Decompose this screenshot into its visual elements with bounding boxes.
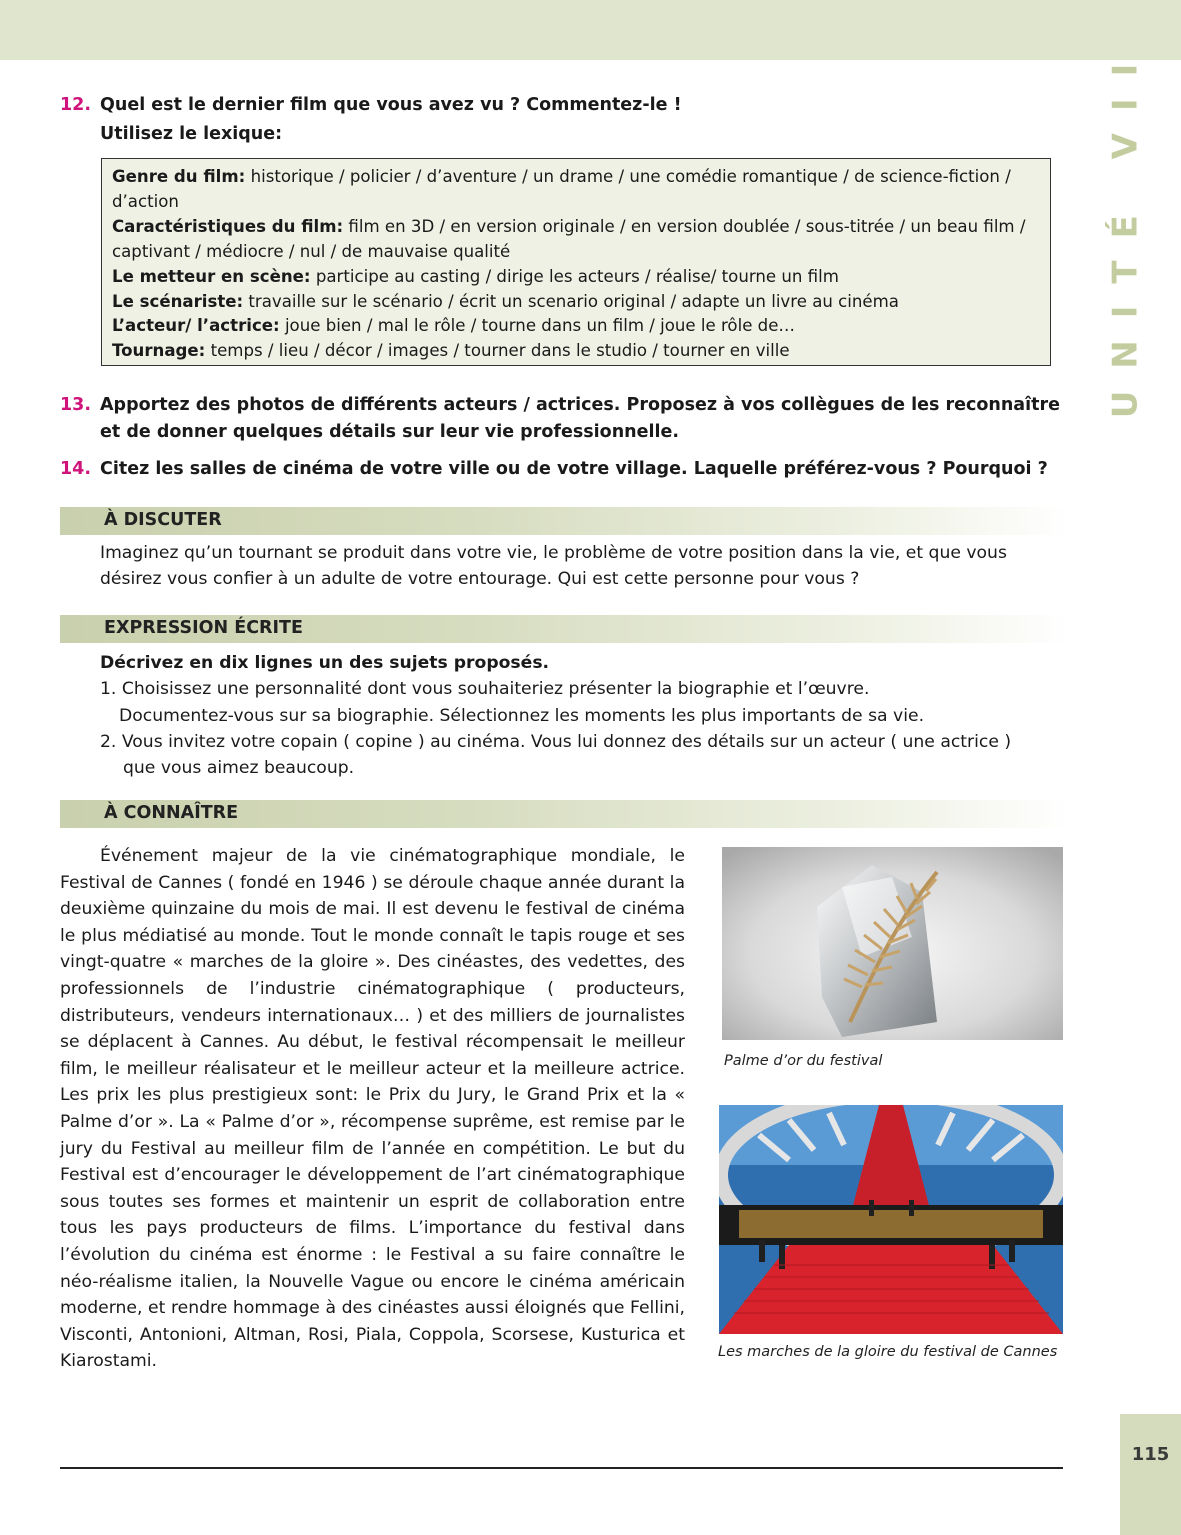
section-title: À CONNAÎTRE — [104, 803, 239, 823]
question-number: 12. — [60, 95, 92, 115]
lexique-row — [112, 314, 1040, 339]
lexique-term: Le scénariste: — [112, 291, 244, 311]
palme-dor-photo — [722, 847, 1063, 1040]
cannes-steps-photo — [719, 1105, 1063, 1334]
expression-item-2: 2. Vous invitez votre copain ( copine ) au cinéma. Vous lui donnez des détails sur un acteur ( une actrice ) — [100, 732, 1012, 752]
palme-dor-illustration — [722, 847, 1063, 1040]
lexique-text: film en 3D / en version originale / en version doublée / sous-titrée / un beau film / captivant / médiocre / nul / de mauvaise qualité — [112, 216, 1026, 261]
lexique-text: participe au casting / dirige les acteurs / réalise/ tourne un film — [310, 266, 839, 286]
lexique-label: Utilisez le lexique: — [100, 124, 283, 144]
lexique-box — [101, 158, 1051, 366]
page-number-box — [1120, 1414, 1181, 1535]
question-number: 14. — [60, 459, 92, 479]
lexique-text: joue bien / mal le rôle / tourne dans un film / joue le rôle de… — [279, 316, 796, 336]
lexique-row — [112, 165, 1040, 215]
question-12 — [60, 92, 1070, 119]
footer-rule — [60, 1467, 1063, 1469]
connaitre-body — [60, 843, 685, 1375]
discuter-text: Imaginez qu’un tournant se produit dans votre vie, le problème de votre position dans la vie, et que vous désirez vous confier à un adulte de votre entourage. Qui est cette personne pour vous ? — [100, 543, 1007, 589]
question-13 — [60, 392, 1070, 446]
lexique-row — [112, 339, 1040, 364]
question-text: Apportez des photos de différents acteurs / actrices. Proposez à vos collègues de les reconnaître et de donner quelques détails sur leur vie professionnelle. — [100, 395, 1060, 442]
palme-dor-caption: Palme d’or du festival — [724, 1053, 883, 1069]
connaitre-text: Événement majeur de la vie cinématographique mondiale, le Festival de Cannes ( fondé en 1946 ) se déroule chaque année durant la deuxième quinzaine du mois de mai. Il est devenu le festival de cinéma le plus médiatisé au monde. Tout le monde connaît le tapis rouge et ses vingt-quatre « marches de la gloire ». Des cinéastes, des vedettes, des professionnels de l’industrie cinématographique ( producteurs, distributeurs, vendeurs internationaux… ) et des milliers de journalistes se déplacent à Cannes. Au début, le festival récompensait le meilleur film, le meilleur réalisateur et le meilleur acteur et la meilleure actrice. Les prix les plus prestigieux sont: le Prix du Jury, le Grand Prix et la « Palme d’or ». La « Palme d’or », récompense suprême, est remise par le jury du Festival au meilleur film de l’année en compétition. Le but du Festival est d’encourager le développement de l’art cinématographique sous toutes ses formes et maintenir un esprit de collaboration entre tous les pays producteurs de films. L’importance du festival dans l’évolution du cinéma est énorme : le Festival a su faire connaître le néo-réalisme italien, la Nouvelle Vague ou encore le cinéma américain moderne, et rendre hommage à des cinéastes aussi éloignés que Fellini, Visconti, Antonioni, Altman, Rosi, Piala, Coppola, Scorsese, Kusturica et Kiarostami. — [60, 846, 685, 1372]
section-discuter-header — [60, 507, 1070, 535]
unit-side-label — [1100, 41, 1150, 419]
section-title: À DISCUTER — [104, 510, 222, 530]
question-text: Citez les salles de cinéma de votre ville ou de votre village. Laquelle préférez-vous ? Pourquoi ? — [100, 459, 1048, 479]
lexique-term: Tournage: — [112, 341, 206, 361]
lexique-term: Genre du film: — [112, 167, 246, 186]
expression-item-1-cont: Documentez-vous sur sa biographie. Sélectionnez les moments les plus importants de sa vie. — [119, 706, 925, 726]
expression-item-2-cont: que vous aimez beaucoup. — [123, 758, 355, 778]
lexique-term: Le metteur en scène: — [112, 266, 311, 286]
question-text: Quel est le dernier film que vous avez vu ? Commentez-le ! — [100, 95, 682, 115]
lexique-row — [112, 215, 1040, 265]
lexique-text: historique / policier / d’aventure / un drame / une comédie romantique / de science-fiction / d’action — [112, 167, 1011, 211]
page-number: 115 — [1131, 1444, 1170, 1465]
lexique-text: temps / lieu / décor / images / tourner dans le studio / tourner en ville — [205, 341, 790, 361]
top-header-band — [0, 0, 1181, 60]
question-number: 13. — [60, 395, 92, 415]
cannes-steps-illustration — [719, 1105, 1063, 1334]
lexique-term: L’acteur/ l’actrice: — [112, 316, 280, 336]
lexique-text: travaille sur le scénario / écrit un scenario original / adapte un livre au cinéma — [243, 291, 899, 311]
section-connaitre-header — [60, 800, 1070, 828]
expression-item-1: 1. Choisissez une personnalité dont vous souhaiteriez présenter la biographie et l’œuvre. — [100, 679, 870, 699]
lexique-term: Caractéristiques du film: — [112, 216, 344, 236]
cannes-steps-caption: Les marches de la gloire du festival de Cannes — [718, 1344, 1058, 1360]
lexique-row — [112, 265, 1040, 290]
section-title: EXPRESSION ÉCRITE — [104, 618, 303, 638]
expression-intro: Décrivez en dix lignes un des sujets proposés. — [100, 653, 550, 673]
unit-label-text: UNITÉ VII — [1105, 41, 1145, 419]
section-expression-header — [60, 615, 1070, 643]
question-14 — [60, 456, 1070, 483]
lexique-row — [112, 290, 1040, 315]
